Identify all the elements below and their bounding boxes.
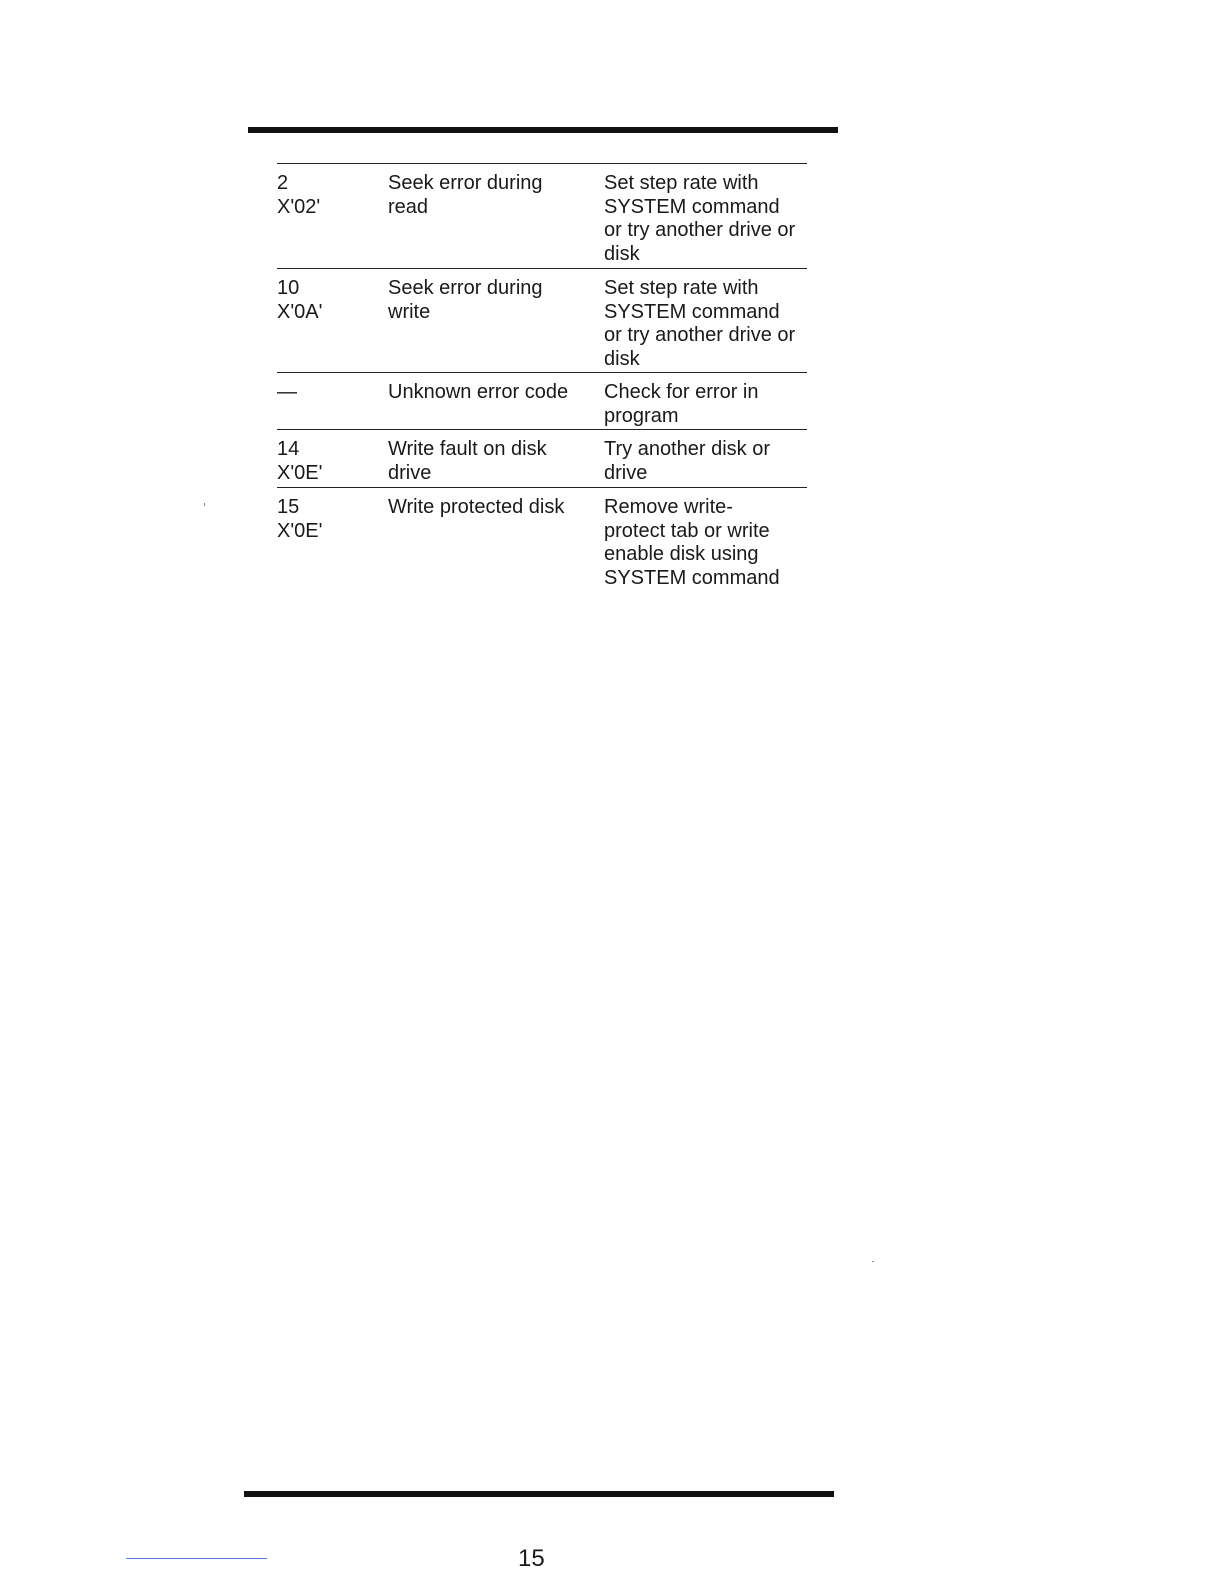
scan-speck	[872, 1261, 874, 1262]
error-description: Seek error during read	[388, 172, 543, 218]
error-action: Try another disk or drive	[604, 438, 770, 484]
bottom-rule	[244, 1491, 834, 1497]
table-row	[277, 268, 807, 372]
error-code: 14 X'0E'	[277, 438, 323, 484]
error-description: Write protected disk	[388, 496, 565, 518]
table-row	[277, 163, 807, 268]
table-row	[277, 429, 807, 487]
error-code: 10 X'0A'	[277, 277, 323, 323]
error-description: Unknown error code	[388, 381, 569, 403]
top-rule	[248, 127, 838, 133]
error-code-table	[277, 163, 807, 598]
error-description: Write fault on disk drive	[388, 438, 547, 484]
footer-link-line	[126, 1558, 267, 1559]
error-action: Set step rate with SYSTEM command or try another drive or disk	[604, 172, 796, 265]
error-action: Set step rate with SYSTEM command or try another drive or disk	[604, 277, 796, 370]
table-row	[277, 487, 807, 598]
error-code: 15 X'0E'	[277, 496, 323, 542]
error-action: Remove write- protect tab or write enable disk using SYSTEM command	[604, 496, 780, 589]
table-row	[277, 372, 807, 429]
error-description: Seek error during write	[388, 277, 543, 323]
error-code: —	[277, 381, 297, 403]
page-number: 15	[518, 1545, 545, 1572]
scan-speck	[204, 503, 205, 506]
error-code: 2 X'02'	[277, 172, 321, 218]
error-action: Check for error in program	[604, 381, 759, 427]
